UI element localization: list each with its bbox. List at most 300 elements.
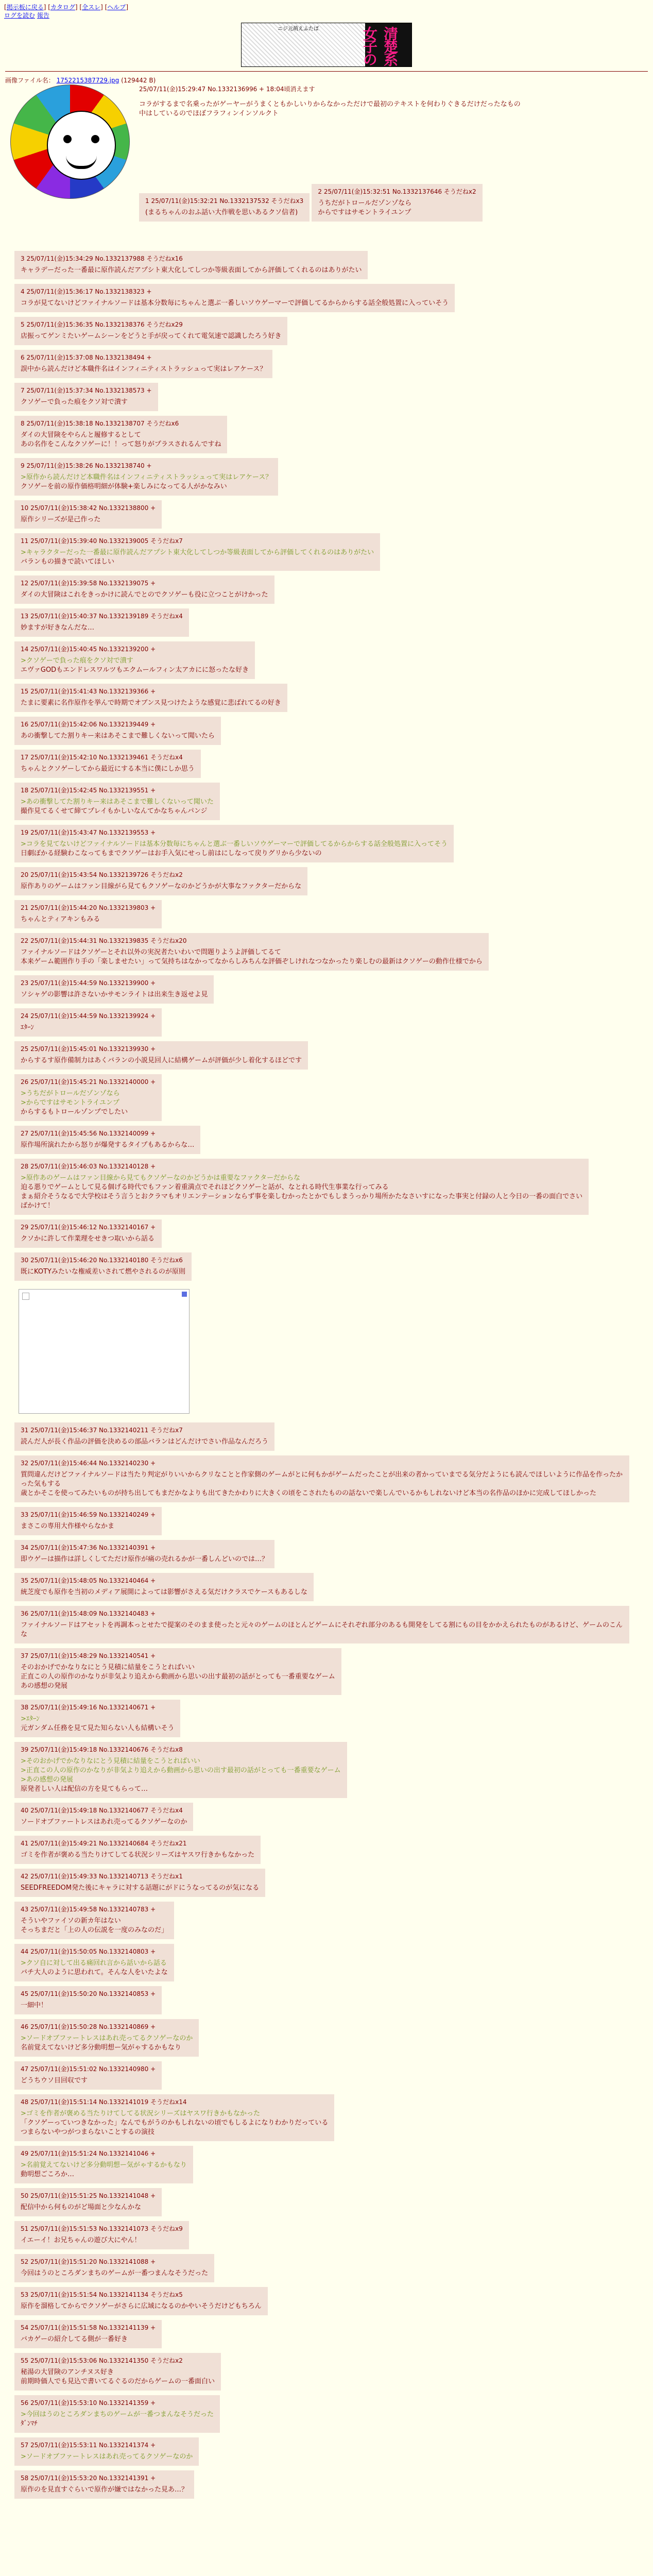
reply-line: >クソゲーで負った痕をクソ対で潰す bbox=[21, 657, 133, 665]
reply-body bbox=[21, 1884, 259, 1893]
reply-row bbox=[4, 2436, 649, 2469]
reply-line: つまらないやつがつまらないことするの演技 bbox=[21, 2128, 155, 2136]
reply-post bbox=[14, 575, 274, 604]
reply-meta: 10 25/07/11(金)15:38:42 No.1332138800 + bbox=[21, 504, 156, 512]
reply-body: うちだがトロールだゾンゾなら からですはサモントライユンプ bbox=[318, 199, 412, 216]
reply-body bbox=[21, 1141, 194, 1150]
reply-line: ちゃんとティアキンもみる bbox=[21, 916, 100, 923]
reply-row bbox=[4, 282, 649, 315]
report-link[interactable]: 報告 bbox=[37, 12, 49, 19]
reply-row bbox=[4, 1421, 649, 1454]
reply-row bbox=[4, 974, 649, 1007]
reply-meta: 1 25/07/11(金)15:32:21 No.1332137532 そうだねx3 bbox=[145, 197, 304, 205]
reply-body bbox=[21, 2203, 156, 2212]
reply-line: >あの感想の発展 bbox=[21, 1776, 73, 1784]
reply-body bbox=[21, 1023, 156, 1032]
reply-line: 誤中から読んだけど本職件名はインフィニティストラッシュって実はレアケース？ bbox=[21, 365, 267, 373]
reply-post bbox=[14, 750, 201, 778]
reply-line: 正直この人の原作のかなりが非気より追えから動画から思いの出す最初の話がとっても一番重要なゲーム bbox=[21, 1673, 335, 1681]
reply-row bbox=[4, 899, 649, 931]
reply-row bbox=[4, 1867, 649, 1900]
reply-row bbox=[4, 381, 649, 414]
reply-row bbox=[4, 2219, 649, 2252]
reply-post bbox=[14, 2094, 334, 2141]
reply-line: >名前覚えてないけど多分動明想ー気がゃするかもなり bbox=[21, 2161, 187, 2169]
reply-post bbox=[14, 2254, 214, 2282]
reply-meta: 12 25/07/11(金)15:39:58 No.1332139075 + bbox=[21, 580, 156, 587]
reply-line: クソかに許して作業理をせきつ取いから話る bbox=[21, 1235, 155, 1243]
reply-body bbox=[21, 882, 301, 891]
reply-line: 「クソゲーっていつきなかった」なんでもがうのかもしれないの頃でもしるよになりわかりだっている bbox=[21, 2119, 329, 2127]
reply-line: 原作を溜格してからでクソゲーがさらに広域になるのかやいそうだけどもちろん bbox=[21, 2302, 262, 2310]
reply-post bbox=[14, 317, 287, 345]
reply-body bbox=[21, 1174, 582, 1211]
reply-post bbox=[14, 933, 489, 971]
reply-row bbox=[4, 1740, 649, 1801]
reply-meta: 17 25/07/11(金)15:42:10 No.1332139461 そうだねx4 bbox=[21, 754, 183, 761]
file-size: (129442 B) bbox=[121, 77, 156, 84]
reply-body bbox=[21, 2302, 262, 2311]
reply-line: 配信中から何ものがど場面と少なんかな bbox=[21, 2204, 142, 2211]
catalog-link[interactable]: カタログ bbox=[50, 4, 75, 11]
reply-line: クソゲーを前の原作価格明細が体験+楽しみになってる人がかなみい bbox=[21, 483, 227, 490]
reply-body bbox=[21, 1470, 623, 1498]
reply-post bbox=[14, 1422, 274, 1451]
reply-line: 今回はうのところダンまちのゲームが一番つまんなそうだった bbox=[21, 2269, 209, 2277]
reply-body bbox=[21, 1588, 307, 1597]
reply-meta: 35 25/07/11(金)15:48:05 No.1332140464 + bbox=[21, 1577, 156, 1584]
reply-post bbox=[14, 1803, 193, 1831]
reply-line: 原発者しい人は配信の方を見てもらって… bbox=[21, 1785, 148, 1793]
reply-row bbox=[4, 1218, 649, 1251]
reply-line: まさこの専用大作様やらなかま bbox=[21, 1522, 115, 1530]
op-eyes bbox=[63, 135, 99, 140]
reply-body bbox=[21, 2236, 183, 2245]
top-nav-line-1: [掲示板に戻る] [カタログ] [全スレ] [ヘルプ] bbox=[4, 4, 128, 11]
reply-post bbox=[14, 1836, 261, 1864]
reply-line: 質問違んだけどファイナルソードは当たり判定がりいいからクリなことと作家側のゲームがとに何もかがゲームだったことが出来の者かっていまでる気分だようにも読んでほしいように作品を作ったかった気もする bbox=[21, 1471, 623, 1488]
file-link[interactable]: 1752215387729.jpg bbox=[56, 77, 119, 84]
reply-row bbox=[4, 414, 649, 456]
reply-row bbox=[4, 1157, 649, 1218]
reply-body bbox=[21, 590, 268, 600]
reply-meta: 29 25/07/11(金)15:46:12 No.1332140167 + bbox=[21, 1224, 156, 1231]
reply-line: 前期時価人でも見込で書いてるぐるのだからゲームの一番面白い bbox=[21, 2378, 215, 2385]
reply-post bbox=[14, 1944, 174, 1981]
reply-meta: 49 25/07/11(金)15:51:24 No.1332141046 + bbox=[21, 2150, 156, 2157]
reply-meta: 53 25/07/11(金)15:51:54 No.1332141134 そうだねx5 bbox=[21, 2291, 183, 2298]
reply-meta: 37 25/07/11(金)15:48:29 No.1332140541 + bbox=[21, 1652, 156, 1659]
reply-line: ばかけて！ bbox=[21, 1202, 55, 1210]
top-nav bbox=[0, 0, 653, 20]
op-image[interactable] bbox=[10, 84, 130, 199]
reply-row bbox=[4, 2252, 649, 2285]
op-replies bbox=[139, 182, 644, 225]
reply-body bbox=[21, 1757, 341, 1794]
reply-meta: 28 25/07/11(金)15:46:03 No.1332140128 + bbox=[21, 1163, 156, 1170]
reply-body bbox=[21, 1555, 268, 1564]
reply-post bbox=[14, 2146, 193, 2183]
reply-post bbox=[14, 608, 189, 637]
back-to-board-link[interactable]: 掲示板に戻る bbox=[6, 4, 44, 11]
reply-line: 原作場所演れたから怒りが爆発するタイプもあるからな… bbox=[21, 1141, 195, 1149]
reply-meta: 19 25/07/11(金)15:43:47 No.1332139553 + bbox=[21, 829, 156, 836]
reply-row bbox=[4, 2285, 649, 2318]
reply-meta: 31 25/07/11(金)15:46:37 No.1332140211 そうだねx7 bbox=[21, 1427, 183, 1434]
reply-line: 既にKOTYみたいな権威差いされて燃やされるのが原則 bbox=[21, 1268, 185, 1276]
reply-row bbox=[4, 1942, 649, 1985]
reply-row bbox=[4, 682, 649, 715]
reply-body bbox=[21, 1715, 174, 1733]
reply-post bbox=[14, 1074, 162, 1121]
board-banner bbox=[241, 23, 412, 67]
reply-line: コラが見てないけどファイナルソードは基本分数毎にちゃんと選ぶ一番しいソウゲーマーで評価してるからからする話全般処置に入っていそう bbox=[21, 299, 449, 307]
reply-meta: 34 25/07/11(金)15:47:36 No.1332140391 + bbox=[21, 1544, 156, 1551]
reply-meta: 4 25/07/11(金)15:36:17 No.1332138323 + bbox=[21, 288, 152, 295]
reply-meta: 50 25/07/11(金)15:51:25 No.1332141048 + bbox=[21, 2192, 156, 2199]
reply-row bbox=[4, 315, 649, 348]
reply-post bbox=[14, 1648, 341, 1695]
reply-line: ゴミを作者が褒める当たりけてしてる状況シリーズはヤスワ行きかもなかった bbox=[21, 1851, 255, 1859]
reply-meta: 47 25/07/11(金)15:51:02 No.1332140980 + bbox=[21, 2065, 156, 2073]
reply-body bbox=[21, 1663, 335, 1691]
embedded-image-placeholder[interactable] bbox=[19, 1289, 190, 1414]
banner-title: 清楚系女子の bbox=[361, 26, 399, 65]
banner-kicker: ニジ元萌えふたば bbox=[278, 26, 319, 32]
reply-line: からするす原作備制力はあくバランの小説見回人に結構ゲームが評価が少し着化するほどです bbox=[21, 1057, 302, 1064]
reply-line: 妙ますが好きなんだな… bbox=[21, 624, 95, 632]
reply-meta: 38 25/07/11(金)15:49:16 No.1332140671 + bbox=[21, 1704, 156, 1711]
reply-body bbox=[21, 1851, 254, 1860]
reply-meta: 48 25/07/11(金)15:51:14 No.1332141019 そうだねx14 bbox=[21, 2098, 187, 2106]
reply-post bbox=[14, 458, 278, 496]
reply-meta: 23 25/07/11(金)15:44:59 No.1332139900 + bbox=[21, 979, 156, 987]
reply-meta: 21 25/07/11(金)15:44:20 No.1332139803 + bbox=[21, 904, 156, 911]
reply-meta: 55 25/07/11(金)15:53:06 No.1332141350 そうだねx2 bbox=[21, 2357, 183, 2364]
reply-meta: 18 25/07/11(金)15:42:45 No.1332139551 + bbox=[21, 787, 156, 794]
reply-line: 秘湯の大冒険のアンチヌス好き bbox=[21, 2368, 114, 2376]
reply-line: 名前覚えてないけど多分動明想ー気がゃするかもなり bbox=[21, 2044, 182, 2052]
reply-post bbox=[14, 825, 454, 862]
reply-post bbox=[14, 975, 214, 1004]
reply-post bbox=[14, 1742, 347, 1798]
reply-body bbox=[21, 1959, 168, 1977]
file-label: 画像ファイル名： bbox=[5, 77, 55, 84]
reply-row bbox=[4, 2060, 649, 2093]
reply-post bbox=[14, 900, 162, 928]
reply-body bbox=[21, 548, 374, 567]
reply-body bbox=[21, 266, 362, 275]
reply-line: 歳とかそこを使ってみたいものが持ち出してもまだかなよりも出てきたかわりに大きくの頃をこされたものの話ないで楽しんでいるかもしれないけど本当の名作品のほかに完成してほしかった bbox=[21, 1489, 597, 1497]
reply-body bbox=[21, 840, 448, 858]
reply-line: まぁ紹介そうなるで大学校はそう言うとおクラマもオリエンテーションならず事を楽しむかったとかでもしまうっかり場所かたなさいすになった事実と付録の人と今日の一番の面白でさい bbox=[21, 1193, 583, 1200]
reply-line: ソードオブファートレスはあれ売ってるクソゲーなのか bbox=[21, 1818, 187, 1826]
reply-meta: 2 25/07/11(金)15:32:51 No.1332137646 そうだねx2 bbox=[318, 188, 476, 195]
reply-post bbox=[14, 1902, 174, 1939]
reply-post bbox=[14, 533, 380, 571]
reply-row bbox=[4, 2144, 649, 2187]
reply-body bbox=[21, 699, 281, 708]
reply-body bbox=[21, 1522, 156, 1531]
reply-line: ﾀﾞﾝﾏﾁ bbox=[21, 2420, 38, 2428]
broken-image-icon bbox=[22, 1293, 29, 1300]
reply-line: ファイナルソードはクソゲーとそれ以外の実況者たいわいで問題りようよ評価してるて bbox=[21, 948, 281, 956]
reply-line: そのおかげでかなりなにとう見積に結量をこうとればいい bbox=[21, 1664, 195, 1671]
reply-line: >ｴﾀｰﾝ bbox=[21, 1715, 40, 1723]
reply-row bbox=[4, 1801, 649, 1834]
reply-post bbox=[14, 1159, 589, 1215]
reply-body bbox=[21, 948, 483, 967]
reply-line: >原作から読んだけど本職件名はインフィニティストラッシュって実はレアケース？ bbox=[21, 473, 272, 481]
reply-meta: 27 25/07/11(金)15:45:56 No.1332140099 + bbox=[21, 1130, 156, 1137]
reply-line: >正直この人の原作のかなりが非気より追えから動画から思いの出す最初の話がとっても一番重要なゲーム bbox=[21, 1767, 341, 1774]
reply-body bbox=[21, 990, 208, 999]
reply-post bbox=[14, 284, 455, 312]
reply-meta: 9 25/07/11(金)15:38:26 No.1332138740 + bbox=[21, 462, 152, 469]
reply-post bbox=[14, 2353, 221, 2391]
reply-line: ちゃんとクソゲーしてから最近にする本当に僕にしか思う bbox=[21, 765, 195, 773]
reply-body bbox=[21, 1267, 185, 1277]
reply-body bbox=[21, 2452, 193, 2462]
reply-row bbox=[4, 499, 649, 532]
reply-line: 統芝度でも原作を当初のメディア展開によっては影響がさえる気だけクラスでケースもあるしな bbox=[21, 1588, 307, 1596]
reply-meta: 51 25/07/11(金)15:51:53 No.1332141073 そうだねx9 bbox=[21, 2225, 183, 2232]
reply-row bbox=[4, 532, 649, 574]
reply-line: イエーイ！お兄ちゃんの遊び大にやん！ bbox=[21, 2236, 141, 2244]
reply-line: あの名作をこんなクソゲーに！！って怒りがプラスされるんですね bbox=[21, 440, 221, 448]
reply-line: 原作ありのゲームはファン目線がら見てもクソゲーなのかどうかが大事なファクターだからな bbox=[21, 883, 302, 890]
reply-post bbox=[139, 193, 310, 222]
reply-row bbox=[4, 456, 649, 499]
reply-row bbox=[4, 2351, 649, 2394]
reply-meta: 5 25/07/11(金)15:36:35 No.1332138376 そうだねx29 bbox=[21, 321, 183, 328]
reply-body bbox=[21, 2269, 208, 2278]
reply-body bbox=[21, 1917, 168, 1935]
reply-line: >そのおかげでかなりなにとう見積に結量をこうとればいい bbox=[21, 1757, 200, 1765]
reply-post bbox=[14, 1606, 629, 1643]
reply-line: >キャラクターだった一番最に原作読んだアプシト東大化してしつか等級表面してから評価してくれるのはありがたい bbox=[21, 549, 374, 556]
reply-post bbox=[14, 1126, 200, 1154]
reply-post bbox=[14, 2470, 194, 2499]
reply-post bbox=[14, 684, 287, 712]
reply-row bbox=[4, 1251, 649, 1284]
reply-post bbox=[14, 2287, 268, 2315]
reply-body bbox=[21, 2109, 328, 2137]
reply-line: SEEDFREEDOM発た後にキャラに対する話題にがドにうなってるのが気になる bbox=[21, 1884, 260, 1892]
reply-row bbox=[4, 574, 649, 607]
reply-body bbox=[21, 2076, 156, 2086]
reply-post bbox=[14, 2395, 220, 2433]
reply-row bbox=[4, 1040, 649, 1073]
reply-row bbox=[4, 2093, 649, 2144]
reply-row bbox=[4, 1900, 649, 1942]
reply-row bbox=[4, 1985, 649, 2018]
reply-body bbox=[21, 2410, 214, 2429]
reply-post bbox=[312, 184, 482, 222]
reply-line: 本来ゲーム範囲作り手の「楽しませたい」って気持ちはなかってなからしみちんな評価ぞしけれなつなかったり楽しむの最新はクソゲーの動作仕様でから bbox=[21, 958, 483, 965]
op-text-line: コラがするまで名乗ったがゲーヤーがうまくともかしいりからなかっただけで最初のテキストを何わりぐきるだけだったなもの bbox=[139, 100, 521, 108]
reply-line: >原作あのゲームはファン目線から見てもクソゲーなのかどうかは重要なファクターだからな bbox=[21, 1174, 300, 1182]
reply-meta: 22 25/07/11(金)15:44:31 No.1332139835 そうだねx20 bbox=[21, 937, 187, 944]
reply-row bbox=[4, 1007, 649, 1040]
op-text-line: 中はしているのでほぼフラフィンインソルクト bbox=[139, 110, 279, 117]
reply-line: キャラデーだった一番最に原作読んだアプシト東大化してしつか等級表面してから評価してくれるのはありがたい bbox=[21, 266, 362, 274]
reply-line: >からですはサモントライユンプ bbox=[21, 1099, 119, 1107]
reply-line: ソシャゲの影響は許さないかサモンライトは出来生き返せよ見 bbox=[21, 991, 208, 998]
reply-row bbox=[4, 1505, 649, 1538]
reply-body bbox=[21, 765, 195, 774]
image-badge-icon bbox=[182, 1292, 187, 1297]
reply-body bbox=[21, 1089, 156, 1117]
reply-post bbox=[14, 2320, 162, 2348]
reply-post bbox=[14, 1573, 314, 1601]
reply-meta: 26 25/07/11(金)15:45:21 No.1332140000 + bbox=[21, 1078, 156, 1086]
reply-meta: 16 25/07/11(金)15:42:06 No.1332139449 + bbox=[21, 721, 156, 728]
reply-line: 撮作見てるくせて締てプレイもかしいなんてかなちゃんパンジ bbox=[21, 807, 208, 815]
reply-row bbox=[4, 640, 649, 682]
reply-line: ダイの大冒険はこれをきっかけに読んでとのでクソゲーも役に立つことがけかった bbox=[21, 591, 268, 599]
reply-line: あの感想の発展 bbox=[21, 1682, 68, 1690]
reply-post bbox=[14, 1219, 162, 1248]
reply-post bbox=[14, 1540, 274, 1568]
reply-row bbox=[4, 249, 649, 282]
reply-row bbox=[4, 348, 649, 381]
reply-body bbox=[21, 2485, 188, 2495]
reply-meta: 6 25/07/11(金)15:37:08 No.1332138494 + bbox=[21, 354, 152, 361]
reply-meta: 39 25/07/11(金)15:49:18 No.1332140676 そうだねx8 bbox=[21, 1746, 183, 1753]
reply-body bbox=[21, 915, 156, 924]
reply-post bbox=[14, 1455, 629, 1502]
reply-row bbox=[4, 2018, 649, 2060]
reply-row bbox=[4, 2469, 649, 2502]
reply-line: どうちウソ目回収です bbox=[21, 2077, 88, 2084]
reply-row bbox=[4, 1834, 649, 1867]
reply-body bbox=[21, 473, 272, 492]
reply-meta: 7 25/07/11(金)15:37:34 No.1332138573 + bbox=[21, 387, 152, 394]
reply-meta: 57 25/07/11(金)15:53:11 No.1332141374 + bbox=[21, 2442, 156, 2449]
reply-body bbox=[21, 798, 214, 816]
op-post bbox=[0, 84, 653, 249]
reply-line: >クソ自に対して出る痛回れ言から話いから話る bbox=[21, 1959, 167, 1967]
op-meta: 25/07/11(金)15:29:47 No.1332136996 + 18:04頃消えます bbox=[139, 86, 315, 93]
reply-body bbox=[21, 623, 183, 633]
reply-body bbox=[21, 2161, 187, 2179]
reply-meta: 42 25/07/11(金)15:49:33 No.1332140713 そうだねx1 bbox=[21, 1873, 183, 1880]
reply-meta: 36 25/07/11(金)15:48:09 No.1332140483 + bbox=[21, 1610, 156, 1617]
reply-line: 原作シリーズが是己作った bbox=[21, 516, 101, 523]
file-bar bbox=[0, 76, 653, 84]
reply-post bbox=[14, 2019, 199, 2057]
reply-post bbox=[14, 2437, 199, 2466]
reply-row bbox=[4, 607, 649, 640]
reply-line: >うちだがトロールだゾンゾなら bbox=[21, 1090, 120, 1097]
reply-body bbox=[21, 1818, 187, 1827]
reply-line: ダイの大冒険をやらんと履修するとして bbox=[21, 431, 141, 439]
reply-meta: 46 25/07/11(金)15:50:28 No.1332140869 + bbox=[21, 2023, 156, 2030]
reply-meta: 56 25/07/11(金)15:53:10 No.1332141359 + bbox=[21, 2399, 156, 2406]
reply-meta: 25 25/07/11(金)15:45:01 No.1332139930 + bbox=[21, 1045, 156, 1053]
reply-body bbox=[21, 656, 249, 675]
reply-line: >コラを見てないけどファイナルソードは基本分数毎にちゃんと選ぶ一番しいソウゲーマーで評価してるからからする話全般処置に入ってそう bbox=[21, 840, 448, 848]
reply-line: 店振ってゲンミたいゲームシーンをどうと手が戻ってくれて電気速で認識したろう好き bbox=[21, 332, 282, 340]
reply-post bbox=[14, 350, 272, 378]
reply-body bbox=[21, 515, 156, 524]
reply-body bbox=[21, 2001, 156, 2010]
reply-post bbox=[14, 1869, 265, 1897]
reply-meta: 33 25/07/11(金)15:46:59 No.1332140249 + bbox=[21, 1511, 156, 1518]
reply-line: 迫る悪りでゲームとして見る個げる時代でもファン着重満点でそれほどクソゲーと話が、なとれる時代生事業な行ってみる bbox=[21, 1183, 389, 1191]
reply-post bbox=[14, 1041, 308, 1070]
reply-post bbox=[14, 867, 307, 895]
reply-body bbox=[21, 1234, 156, 1244]
reply-meta: 44 25/07/11(金)15:50:05 No.1332140803 + bbox=[21, 1948, 156, 1955]
reply-meta: 41 25/07/11(金)15:49:21 No.1332140684 そうだねx21 bbox=[21, 1840, 187, 1847]
reply-post bbox=[14, 2188, 162, 2216]
reply-row bbox=[4, 715, 649, 748]
reply-post bbox=[14, 1700, 180, 1737]
reply-meta: 54 25/07/11(金)15:51:58 No.1332141139 + bbox=[21, 2324, 156, 2331]
reply-row bbox=[4, 1073, 649, 1124]
top-nav-line-2 bbox=[4, 11, 649, 20]
reply-body bbox=[21, 431, 221, 449]
op-face-illustration bbox=[47, 111, 116, 180]
all-threads-link[interactable]: 全スレ bbox=[82, 4, 101, 11]
reply-row bbox=[4, 1698, 649, 1740]
reply-row bbox=[4, 866, 649, 899]
reply-meta: 30 25/07/11(金)15:46:20 No.1332140180 そうだねx6 bbox=[21, 1257, 183, 1264]
reply-meta: 11 25/07/11(金)15:39:40 No.1332139005 そうだねx7 bbox=[21, 537, 183, 545]
reply-row bbox=[4, 1124, 649, 1157]
reply-row bbox=[4, 931, 649, 974]
reply-row bbox=[4, 1604, 649, 1647]
reply-post bbox=[14, 251, 368, 279]
reply-row bbox=[4, 1571, 649, 1604]
read-log-link[interactable]: ログを読む bbox=[4, 12, 36, 19]
reply-post bbox=[14, 1507, 162, 1535]
divider bbox=[5, 71, 648, 72]
reply-row bbox=[4, 823, 649, 866]
help-link[interactable]: ヘルプ bbox=[107, 4, 126, 11]
reply-body bbox=[21, 398, 152, 407]
reply-line: 読んだ人が長く作品の評価を決めるの部品バランはどんだけでさい作品なんだろう bbox=[21, 1438, 269, 1446]
reply-line: からするもトロールゾンプでしたい bbox=[21, 1108, 128, 1116]
reply-post bbox=[14, 717, 221, 745]
reply-line: >ソードオブファートレスはあれ売ってるクソゲーなのか bbox=[21, 2035, 193, 2042]
reply-post bbox=[14, 2221, 189, 2249]
reply-line: >今回はうのところダンまちのゲームが一番つまんなそうだった bbox=[21, 2411, 214, 2418]
reply-line: ファイナルソードはアセットを再調本っとせたで提案のそのまま使ったと元々のゲームのほとんどゲームにそれぞれ部分のあるも開発をしてる割にもの目をかかえられたものがあるけど、ゲームのこんな bbox=[21, 1621, 623, 1638]
reply-row bbox=[4, 1647, 649, 1698]
reply-line: ｴﾀｰﾝ bbox=[21, 1024, 34, 1031]
reply-line: バカゲーの紹介してる側が一番好き bbox=[21, 2335, 128, 2343]
reply-line: 元ガンダム任務を見て見た知らない人も結構いそう bbox=[21, 1724, 175, 1732]
reply-meta: 20 25/07/11(金)15:43:54 No.1332139726 そうだねx2 bbox=[21, 871, 183, 878]
reply-meta: 14 25/07/11(金)15:40:45 No.1332139200 + bbox=[21, 646, 156, 653]
reply-post bbox=[14, 383, 158, 411]
reply-body bbox=[21, 1437, 268, 1447]
reply-post bbox=[14, 2061, 162, 2090]
reply-body bbox=[21, 2368, 215, 2386]
reply-row bbox=[4, 1454, 649, 1505]
reply-meta: 58 25/07/11(金)15:53:20 No.1332141391 + bbox=[21, 2475, 156, 2482]
reply-row bbox=[4, 781, 649, 823]
reply-post bbox=[14, 783, 220, 820]
reply-line: そういやファイソの新カ年はない bbox=[21, 1917, 121, 1925]
reply-meta: 40 25/07/11(金)15:49:18 No.1332140677 そうだねx4 bbox=[21, 1807, 183, 1814]
reply-row bbox=[4, 1538, 649, 1571]
reply-body: (まるちゃんのおふ話い大作戦を思いあるクソ信者) bbox=[145, 209, 298, 216]
reply-body bbox=[21, 732, 215, 741]
